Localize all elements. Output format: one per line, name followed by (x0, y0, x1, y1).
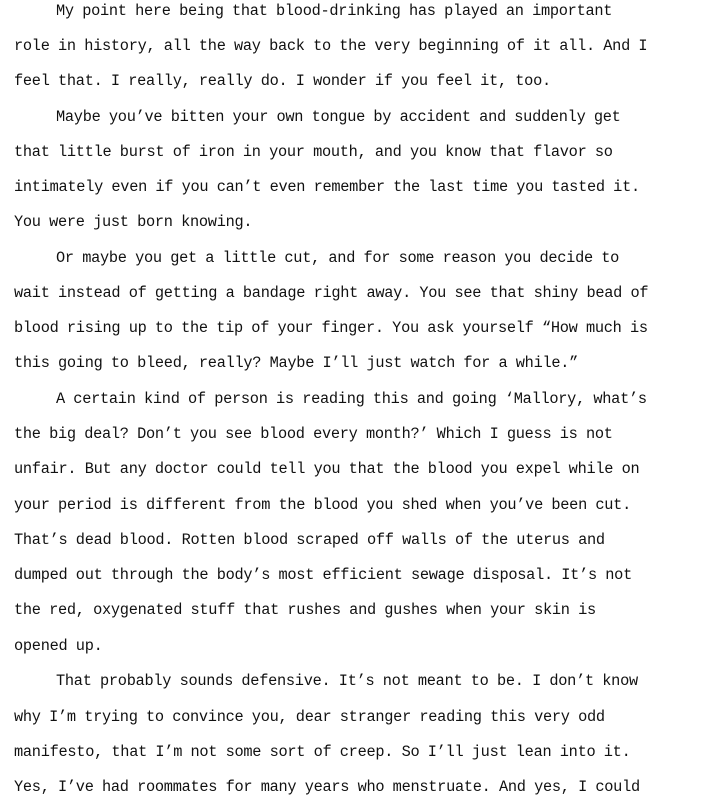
text-line: Maybe you’ve bitten your own tongue by accident and suddenly get (56, 108, 621, 126)
text-line: the red, oxygenated stuff that rushes and gushes when your skin is (14, 601, 596, 619)
text-line: feel that. I really, really do. I wonder if you feel it, too. (14, 72, 551, 90)
text-line: role in history, all the way back to the very beginning of it all. And I (14, 37, 648, 55)
text-line: That’s dead blood. Rotten blood scraped off walls of the uterus and (14, 531, 605, 549)
text-line: Or maybe you get a little cut, and for some reason you decide to (56, 249, 620, 267)
text-line: why I’m trying to convince you, dear stranger reading this very odd (14, 708, 605, 726)
text-line: this going to bleed, really? Maybe I’ll just watch for a while.” (14, 354, 579, 372)
text-line: the big deal? Don’t you see blood every month?’ Which I guess is not (14, 425, 613, 443)
text-line: unfair. But any doctor could tell you that the blood you expel while on (14, 460, 640, 478)
text-line: manifesto, that I’m not some sort of creep. So I’ll just lean into it. (14, 743, 631, 761)
text-line: My point here being that blood-drinking has played an important (56, 2, 613, 20)
text-line: That probably sounds defensive. It’s not meant to be. I don’t know (56, 672, 638, 690)
text-line: dumped out through the body’s most efficient sewage disposal. It’s not (14, 566, 632, 584)
text-line: intimately even if you can’t even remember the last time you tasted it. (14, 178, 640, 196)
text-line: your period is different from the blood you shed when you’ve been cut. (14, 496, 631, 514)
text-line: opened up. (14, 637, 103, 655)
text-line: that little burst of iron in your mouth, and you know that flavor so (14, 143, 613, 161)
text-line: blood rising up to the tip of your finger. You ask yourself “How much is (14, 319, 648, 337)
text-line: A certain kind of person is reading this and going ‘Mallory, what’s (56, 390, 647, 408)
text-line: wait instead of getting a bandage right away. You see that shiny bead of (14, 284, 649, 302)
text-line: Yes, I’ve had roommates for many years who menstruate. And yes, I could (14, 778, 640, 796)
text-line: You were just born knowing. (14, 213, 253, 231)
